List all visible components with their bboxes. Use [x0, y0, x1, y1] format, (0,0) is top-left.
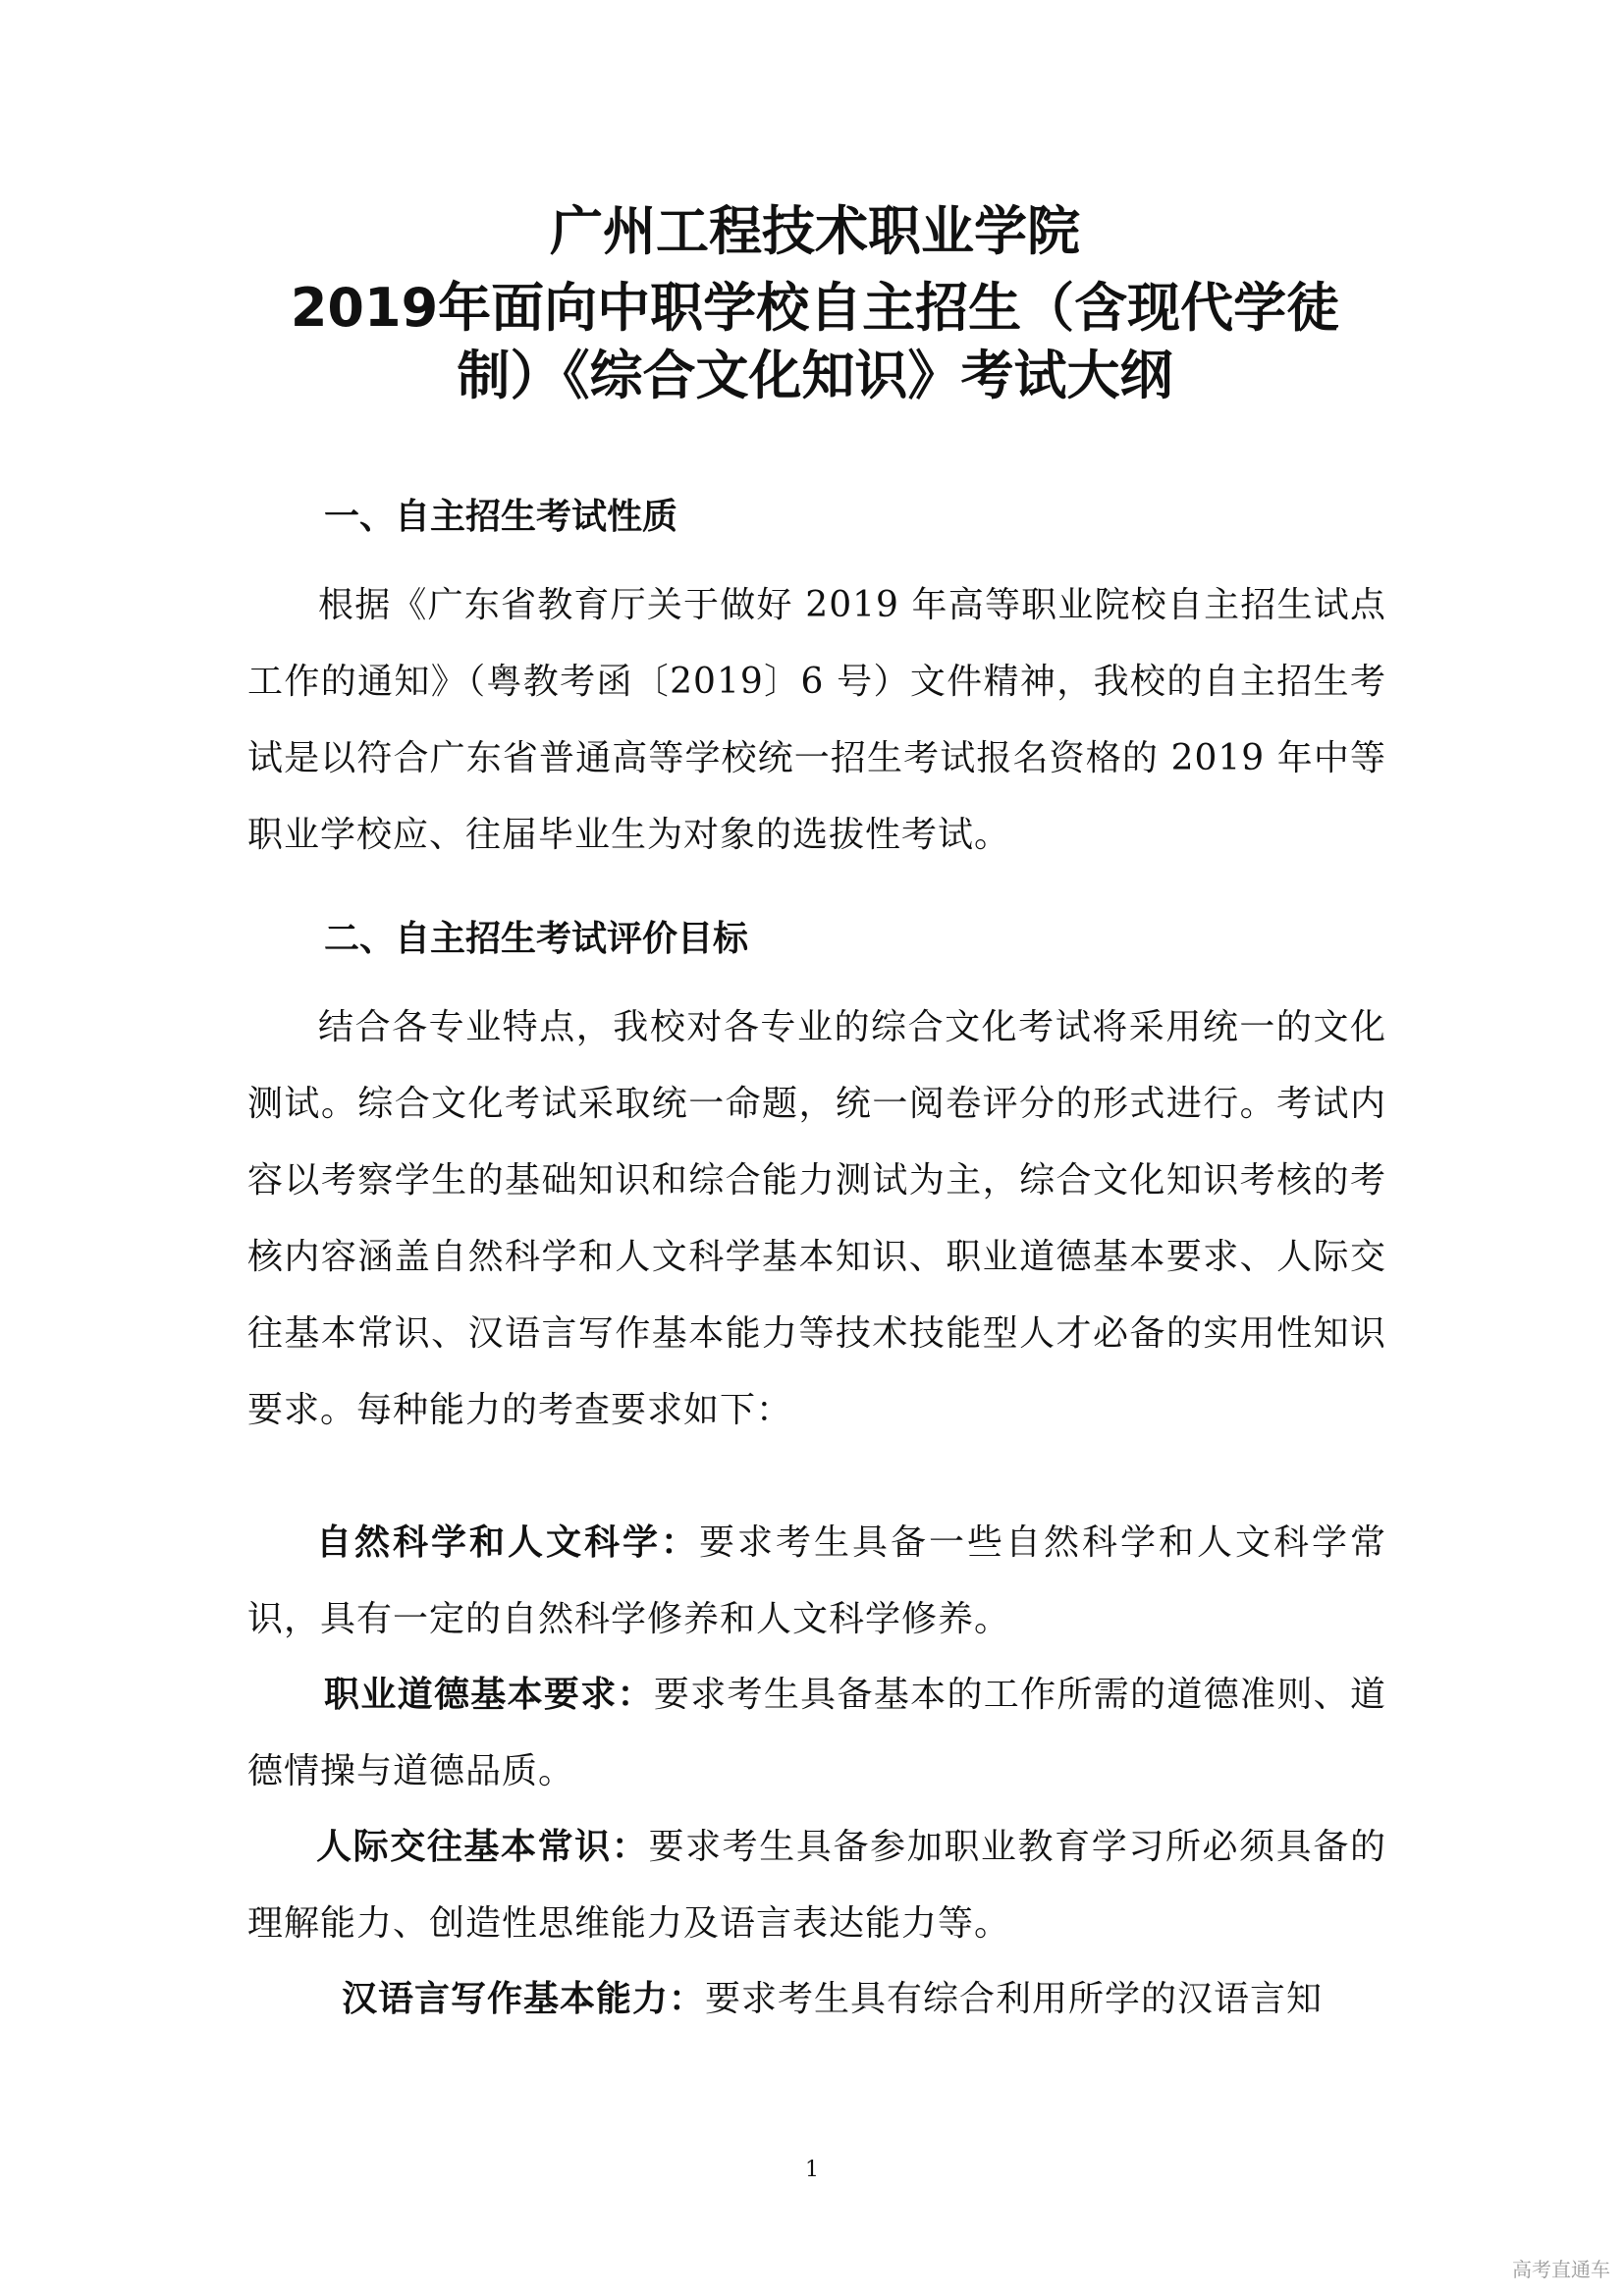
requirement-chinese-writing [247, 1961, 1386, 2038]
requirement-label: 职业道德基本要求： [324, 1675, 654, 1715]
requirement-text: 要求考生具备一些自然科学和人文科学常识，具有一定的自然科学修养和人文科学修养。 [247, 1522, 1386, 1639]
section-paragraph-evaluation-goals: 结合各专业特点，我校对各专业的综合文化考试将采用统一的文化测试。综合文化考试采取统一命题，统一阅卷评分的形式进行。考试内容以考察学生的基础知识和综合能力测试为主，综合文化知识考核的考核内容涵盖自然科学和人文科学基本知识、职业道德基本要求、人际交往基本常识、汉语言写作基本能力等技术技能型人才必备的实用性知识要求。每种能力的考查要求如下： [247, 1007, 1386, 1430]
section-paragraph-exam-nature: 根据《广东省教育厅关于做好 2019 年高等职业院校自主招生试点工作的通知》（粤教考函〔2019〕6 号）文件精神，我校的自主招生考试是以符合广东省普通高等学校统一招生考试报名资格的 2019 年中等职业学校应、往届毕业生为对象的选拔性考试。 [247, 585, 1386, 855]
requirement-text: 要求考生具备基本的工作所需的道德准则、道德情操与道德品质。 [247, 1675, 1386, 1791]
requirement-interpersonal [247, 1809, 1386, 1962]
page-number: 1 [805, 2158, 819, 2182]
requirement-label: 人际交往基本常识： [316, 1827, 649, 1867]
section-heading-exam-nature: 一、自主招生考试性质 [324, 497, 678, 537]
requirement-text: 要求考生具有综合利用所学的汉语言知 [705, 1979, 1324, 2019]
document-title-line-1: 广州工程技术职业学院 [550, 200, 1080, 262]
section-heading-evaluation-goals: 二、自主招生考试评价目标 [324, 919, 749, 959]
document-title-line-3: 制）《综合文化知识》考试大纲 [457, 345, 1173, 406]
requirement-professional-ethics [247, 1657, 1386, 1810]
requirement-label: 汉语言写作基本能力： [342, 1979, 706, 2019]
requirement-label: 自然科学和人文科学： [316, 1522, 699, 1563]
watermark: 高考直通车 [1512, 2258, 1610, 2281]
document-title-line-2: 2019年面向中职学校自主招生（含现代学徒 [290, 277, 1340, 339]
requirement-text: 要求考生具备参加职业教育学习所必须具备的理解能力、创造性思维能力及语言表达能力等。 [247, 1827, 1386, 1944]
requirement-natural-humanities [247, 1505, 1386, 1658]
